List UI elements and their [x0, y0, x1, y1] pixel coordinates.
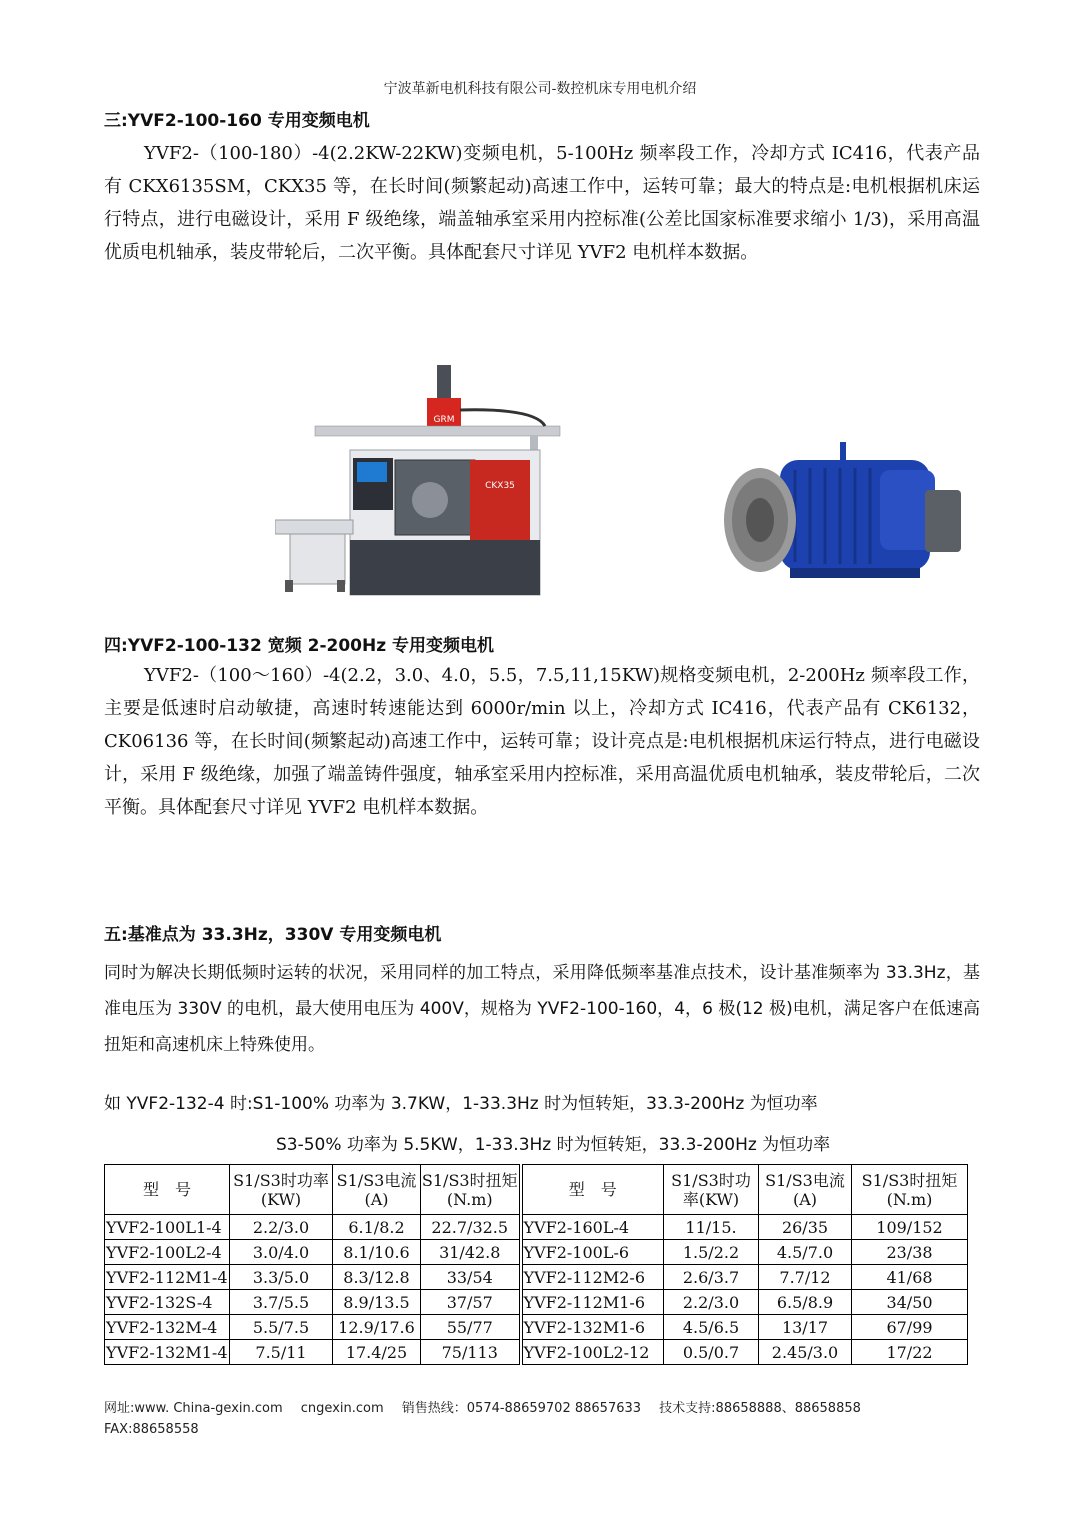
section3-body [104, 137, 980, 269]
motor-spec-table [104, 1164, 968, 1365]
table-row [105, 1290, 968, 1315]
table-cell: YVF2-132S-4 [105, 1290, 230, 1315]
footer-sales: 销售热线：0574-88659702 88657633 [401, 1401, 642, 1416]
page-header: 宁波革新电机科技有限公司-数控机床专用电机介绍 [383, 81, 697, 97]
table-cell: 55/77 [421, 1315, 521, 1340]
section5-body-text: 同时为解决长期低频时运转的状况，采用同样的加工特点，采用降低频率基准点技术，设计基准频率为 33.3Hz，基准电压为 330V 的电机，最大使用电压为 400V，规格为 YVF2-100-160，4，6 极(12 极)电机，满足客户在低速高扭矩和高速机床上特殊使用。 [104, 963, 980, 1055]
table-cell: 7.5/11 [230, 1340, 333, 1365]
table-cell: 109/152 [852, 1215, 968, 1240]
table-cell: YVF2-132M-4 [105, 1315, 230, 1340]
footer-fax: FAX:88658558 [104, 1422, 199, 1437]
table-cell: 2.45/3.0 [759, 1340, 852, 1365]
footer-site2[interactable]: cngexin.com [300, 1401, 384, 1416]
header-model-left: 型 号 [105, 1165, 230, 1215]
section3-body-text: YVF2-（100-180）-4(2.2KW-22KW)变频电机，5-100Hz 频率段工作，冷却方式 IC416，代表产品有 CKX6135SM，CKX35 等，在长时间(频繁起动)高速工作中，运转可靠；最大的特点是:电机根据机床运行特点，进行电磁设计，采用 F 级绝缘，端盖轴承室采用内控标准(公差比国家标准要求缩小 1/3)，采用高温优质电机轴承，装皮带轮后，二次平衡。具体配套尺寸详见 YVF2 电机样本数据。 [104, 143, 980, 263]
table-cell: 11/15. [664, 1215, 759, 1240]
table-cell: 8.3/12.8 [333, 1265, 421, 1290]
header-power-left: S1/S3时功率(KW) [230, 1165, 333, 1215]
table-cell: YVF2-112M2-6 [521, 1265, 664, 1290]
section4-title: 四:YVF2-100-132 宽频 2-200Hz 专用变频电机 [104, 636, 495, 656]
table-cell: 2.6/3.7 [664, 1265, 759, 1290]
table-cell: 12.9/17.6 [333, 1315, 421, 1340]
table-cell: 2.2/3.0 [664, 1290, 759, 1315]
section3-title: 三:YVF2-100-160 专用变频电机 [104, 111, 370, 131]
table-cell: YVF2-112M1-4 [105, 1265, 230, 1290]
table-cell: 75/113 [421, 1340, 521, 1365]
section4-body-text: YVF2-（100～160）-4(2.2，3.0、4.0，5.5，7.5,11,15KW)规格变频电机，2-200Hz 频率段工作，主要是低速时启动敏捷，高速时转速能达到 6000r/min 以上，冷却方式 IC416，代表产品有 CK6132，CK06136 等，在长时间(频繁起动)高速工作中，运转可靠；设计亮点是:电机根据机床运行特点，进行电磁设计，采用 F 级绝缘，加强了端盖铸件强度，轴承室采用内控标准，采用高温优质电机轴承，装皮带轮后，二次平衡。具体配套尺寸详见 YVF2 电机样本数据。 [104, 665, 980, 818]
table-header-row [105, 1165, 968, 1215]
table-cell: 4.5/6.5 [664, 1315, 759, 1340]
table-cell: 3.7/5.5 [230, 1290, 333, 1315]
table-cell: 33/54 [421, 1265, 521, 1290]
table-cell: 4.5/7.0 [759, 1240, 852, 1265]
table-cell: 22.7/32.5 [421, 1215, 521, 1240]
blue-motor-illustration [720, 440, 965, 585]
table-cell: YVF2-132M1-6 [521, 1315, 664, 1340]
table-cell: YVF2-112M1-6 [521, 1290, 664, 1315]
machine-model-label: CKX35 [485, 481, 515, 491]
table-cell: 26/35 [759, 1215, 852, 1240]
section5-body [104, 955, 980, 1063]
table-cell: YVF2-100L1-4 [105, 1215, 230, 1240]
table-cell: 8.1/10.6 [333, 1240, 421, 1265]
table-cell: 3.0/4.0 [230, 1240, 333, 1265]
table-cell: YVF2-100L2-4 [105, 1240, 230, 1265]
table-cell: YVF2-100L2-12 [521, 1340, 664, 1365]
header-power-right: S1/S3时功率(KW) [664, 1165, 759, 1215]
header-model-right: 型 号 [521, 1165, 664, 1215]
table-cell: 41/68 [852, 1265, 968, 1290]
table-row [105, 1315, 968, 1340]
table-cell: 3.3/5.0 [230, 1265, 333, 1290]
table-cell: 0.5/0.7 [664, 1340, 759, 1365]
table-cell: 17/22 [852, 1340, 968, 1365]
table-cell: 1.5/2.2 [664, 1240, 759, 1265]
table-cell: YVF2-132M1-4 [105, 1340, 230, 1365]
header-current-left: S1/S3电流(A) [333, 1165, 421, 1215]
table-cell: 7.7/12 [759, 1265, 852, 1290]
table-cell: 8.9/13.5 [333, 1290, 421, 1315]
table-cell: YVF2-160L-4 [521, 1215, 664, 1240]
table-cell: 17.4/25 [333, 1340, 421, 1365]
page-footer [104, 1398, 875, 1440]
table-row [105, 1215, 968, 1240]
table-row [105, 1340, 968, 1365]
cnc-lathe-illustration [275, 360, 565, 600]
header-current-right: S1/S3电流(A) [759, 1165, 852, 1215]
header-torque-right: S1/S3时扭矩(N.m) [852, 1165, 968, 1215]
footer-support: 技术支持:88658888、88658858 [659, 1401, 861, 1416]
footer-website[interactable]: 网址:www. China-gexin.com [104, 1401, 283, 1416]
section4-body [104, 659, 980, 824]
table-cell: 5.5/7.5 [230, 1315, 333, 1340]
table-cell: 13/17 [759, 1315, 852, 1340]
table-cell: 34/50 [852, 1290, 968, 1315]
section5-title: 五:基准点为 33.3Hz，330V 专用变频电机 [104, 925, 442, 945]
table-row [105, 1240, 968, 1265]
table-cell: 37/57 [421, 1290, 521, 1315]
section5-example-2: S3-50% 功率为 5.5KW，1-33.3Hz 时为恒转矩，33.3-200Hz 为恒功率 [276, 1135, 831, 1155]
table-cell: 2.2/3.0 [230, 1215, 333, 1240]
table-cell: 6.5/8.9 [759, 1290, 852, 1315]
table-cell: 6.1/8.2 [333, 1215, 421, 1240]
table-cell: 31/42.8 [421, 1240, 521, 1265]
table-cell: YVF2-100L-6 [521, 1240, 664, 1265]
header-torque-left: S1/S3时扭矩(N.m) [421, 1165, 521, 1215]
table-cell: 23/38 [852, 1240, 968, 1265]
table-cell: 67/99 [852, 1315, 968, 1340]
machine-brand-label: GRM [433, 415, 455, 425]
section5-example-1: 如 YVF2-132-4 时:S1-100% 功率为 3.7KW，1-33.3Hz 时为恒转矩，33.3-200Hz 为恒功率 [104, 1094, 818, 1114]
table-row [105, 1265, 968, 1290]
